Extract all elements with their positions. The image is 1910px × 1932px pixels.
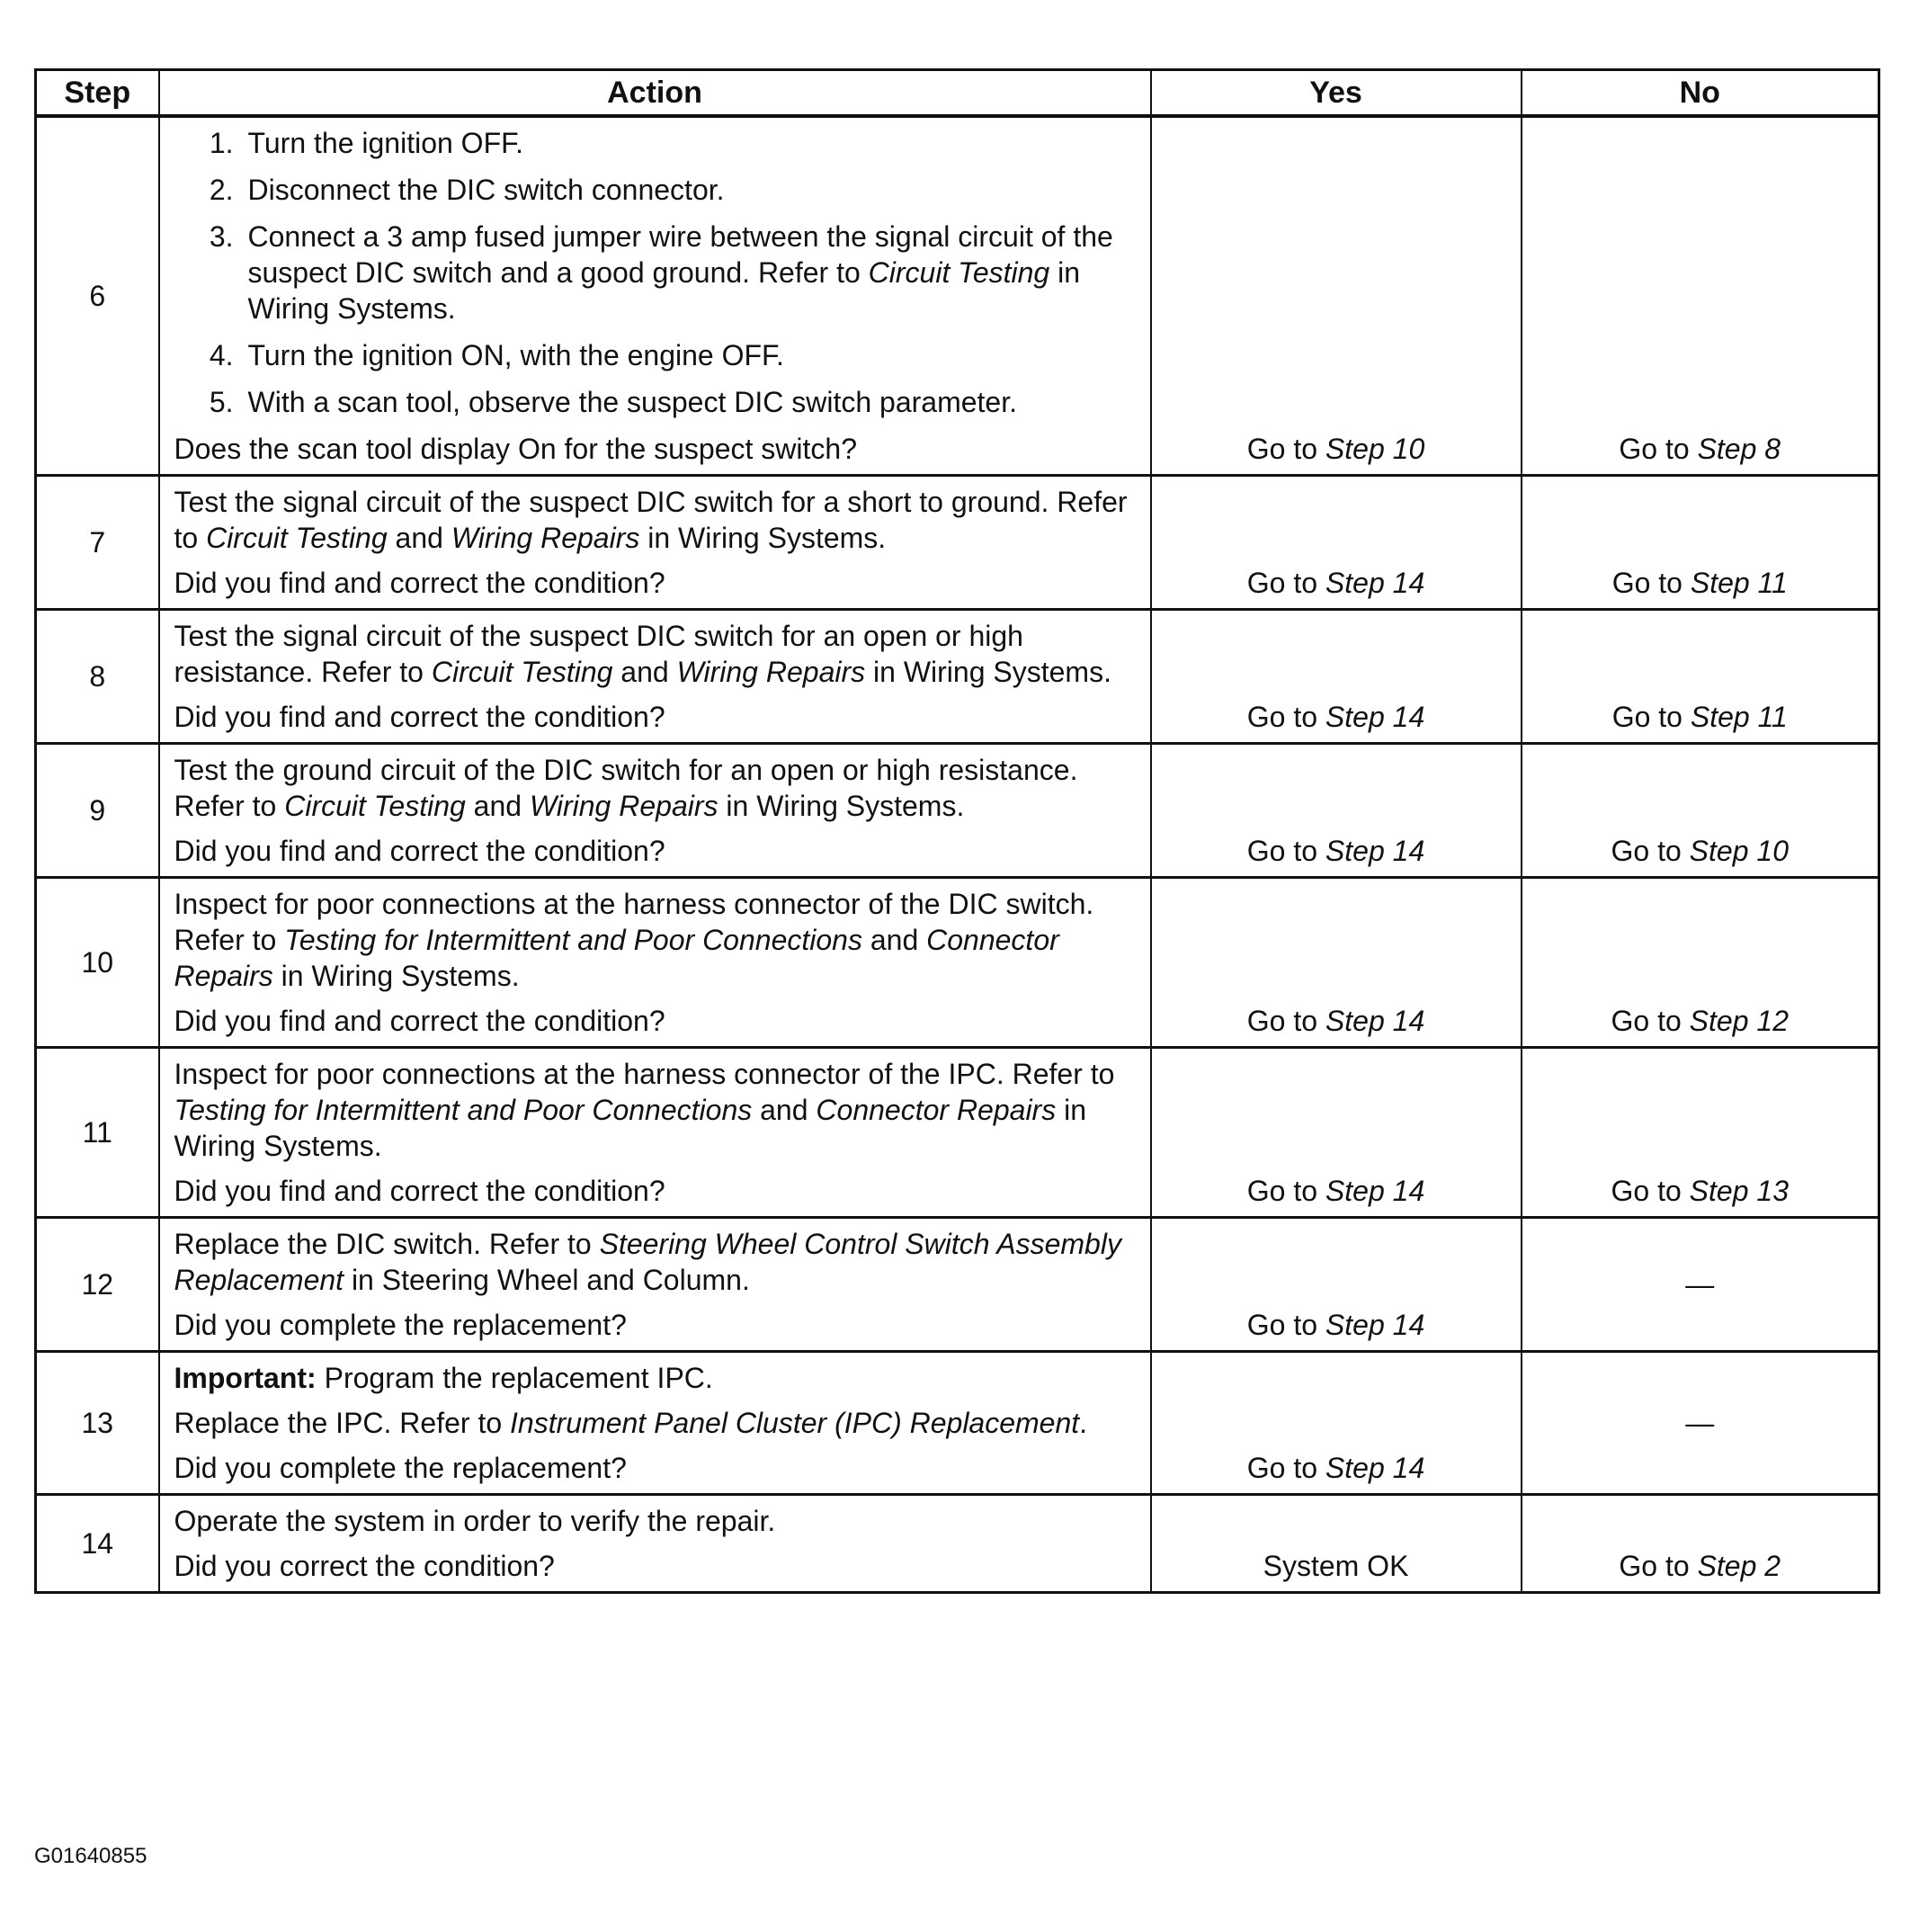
yes-result [1151,610,1522,744]
list-number: 2. [209,174,234,206]
reference-text: Step 14 [1325,701,1425,733]
text-run: and [387,522,451,554]
text-run: . [1079,1407,1088,1439]
reference-text: Step 12 [1689,1005,1789,1037]
yes-result [1151,116,1522,476]
text-run: in Wiring Systems. [865,656,1111,688]
text-run: Operate the system in order to verify the repair. [174,1505,776,1537]
text-run: Go to [1246,701,1325,733]
reference-text: Step 10 [1325,433,1425,465]
list-number: 3. [209,220,234,253]
no-result [1522,610,1879,744]
table-row [36,878,1879,1048]
text-run: Replace the IPC. Refer to [174,1407,511,1439]
action-cell [159,116,1151,476]
table-row [36,476,1879,610]
text-run: in Wiring Systems. [639,522,887,554]
list-number: 1. [209,127,234,159]
text-run: Go to [1246,835,1325,867]
yes-result [1151,878,1522,1048]
reference-text: Connector Repairs [174,924,1059,992]
table-row [36,1048,1879,1218]
action-list-item [174,384,1134,420]
reference-text: Step 14 [1325,1309,1425,1341]
list-number: 5. [209,386,234,418]
text-run: and [752,1094,817,1126]
text-run: Go to [1611,567,1691,599]
action-question: Does the scan tool display On for the suspect switch? [174,433,857,465]
text-run: Connect a 3 amp fused jumper wire between the signal circuit of the suspect DIC switch and a good ground. Refer to [247,220,1113,289]
header-step: Step [36,70,159,117]
action-list-item [174,219,1134,326]
text-run: in Wiring Systems. [718,790,965,822]
step-number: 6 [36,116,159,476]
action-paragraph [174,1360,1134,1396]
reference-text: Wiring Repairs [529,790,718,822]
step-number: 8 [36,610,159,744]
list-number: 4. [209,339,234,371]
table-row [36,1352,1879,1495]
action-question: Did you find and correct the condition? [174,567,665,599]
step-number: 14 [36,1495,159,1593]
diagnostic-table [34,68,1880,1594]
yes-result [1151,1352,1522,1495]
text-run: — [1685,1407,1715,1439]
reference-text: Step 14 [1325,835,1425,867]
action-list-item [174,172,1134,208]
list-text [248,125,1134,161]
reference-text: Step 11 [1690,567,1788,599]
text-run: and [465,790,530,822]
action-cell [159,610,1151,744]
action-paragraph [174,752,1134,824]
action-cell [159,878,1151,1048]
text-run: Go to [1611,701,1691,733]
reference-text: Step 8 [1697,433,1781,465]
reference-text: Step 11 [1690,701,1788,733]
action-paragraph [174,1503,1134,1539]
action-cell [159,1495,1151,1593]
text-run: in Steering Wheel and Column. [344,1264,750,1296]
no-result [1522,116,1879,476]
reference-text: Step 2 [1697,1550,1781,1582]
step-number: 11 [36,1048,159,1218]
action-cell [159,1352,1151,1495]
action-paragraph [174,1056,1134,1164]
reference-text: Step 14 [1325,1175,1425,1207]
header-no: No [1522,70,1879,117]
no-result [1522,1218,1879,1352]
step-number: 9 [36,744,159,878]
action-question: Did you correct the condition? [174,1550,555,1582]
action-question: Did you find and correct the condition? [174,835,665,867]
step-number: 7 [36,476,159,610]
text-run: and [612,656,677,688]
action-question: Did you complete the replacement? [174,1309,627,1341]
table-header-row [36,70,1879,117]
reference-text: Circuit Testing [431,656,613,688]
table-row [36,116,1879,476]
text-run: Program the replacement IPC. [316,1362,713,1394]
text-run: in Wiring Systems. [174,1094,1086,1162]
table-body [36,116,1879,1593]
action-cell [159,476,1151,610]
action-paragraph [174,1226,1134,1298]
reference-text: Step 14 [1325,1005,1425,1037]
text-run: — [1685,1268,1715,1301]
text-run: With a scan tool, observe the suspect DIC switch parameter. [247,386,1017,418]
action-question: Did you complete the replacement? [174,1452,627,1484]
text-run: Go to [1246,1309,1325,1341]
list-text [248,172,1134,208]
action-question: Did you find and correct the condition? [174,701,665,733]
reference-text: Circuit Testing [206,522,388,554]
text-run: Test the signal circuit of the suspect DIC switch for a short to ground. Refer to [174,486,1128,554]
reference-text: Instrument Panel Cluster (IPC) Replacement [510,1407,1080,1439]
no-result [1522,476,1879,610]
action-question: Did you find and correct the condition? [174,1175,665,1207]
text-run: Test the signal circuit of the suspect DIC switch for an open or high resistance. Refer to [174,620,1023,688]
text-run: Go to [1246,1452,1325,1484]
text-run: Go to [1611,1175,1690,1207]
action-question: Did you find and correct the condition? [174,1005,665,1037]
list-text [248,219,1134,326]
reference-text: Step 14 [1325,567,1425,599]
text-run: Turn the ignition OFF. [247,127,523,159]
text-run: Go to [1246,1005,1325,1037]
yes-result [1151,1048,1522,1218]
text-run: Inspect for poor connections at the harness connector of the DIC switch. Refer to [174,888,1094,956]
text-run: Go to [1611,835,1690,867]
action-paragraph [174,886,1134,994]
yes-result [1151,744,1522,878]
action-paragraph [174,618,1134,690]
reference-text: Step 13 [1689,1175,1789,1207]
step-number: 12 [36,1218,159,1352]
text-run: Go to [1246,1175,1325,1207]
yes-result [1151,1495,1522,1593]
yes-result [1151,476,1522,610]
text-run: and [861,924,927,956]
text-run: Disconnect the DIC switch connector. [247,174,725,206]
no-result [1522,1495,1879,1593]
list-text [248,337,1134,373]
step-number: 13 [36,1352,159,1495]
text-run: Go to [1246,433,1325,465]
action-paragraph [174,484,1134,556]
text-run: Replace the DIC switch. Refer to [174,1228,600,1260]
reference-text: Testing for Intermittent and Poor Connections [174,1094,753,1126]
yes-result [1151,1218,1522,1352]
reference-text: Connector Repairs [816,1094,1057,1126]
table-row [36,744,1879,878]
reference-text: Testing for Intermittent and Poor Connections [284,924,862,956]
text-run: in Wiring Systems. [247,256,1081,325]
table-row [36,610,1879,744]
reference-text: Step 14 [1325,1452,1425,1484]
text-run: Test the ground circuit of the DIC switch for an open or high resistance. Refer to [174,754,1078,822]
header-yes: Yes [1151,70,1522,117]
action-cell [159,1218,1151,1352]
text-run: Go to [1246,567,1325,599]
step-number: 10 [36,878,159,1048]
table-row [36,1495,1879,1593]
text-run: Turn the ignition ON, with the engine OFF. [247,339,784,371]
action-cell [159,1048,1151,1218]
text-run: Inspect for poor connections at the harness connector of the IPC. Refer to [174,1058,1115,1090]
text-run: System OK [1263,1550,1409,1582]
reference-text: Circuit Testing [868,256,1050,289]
table-row [36,1218,1879,1352]
text-run: Go to [1619,433,1698,465]
no-result [1522,744,1879,878]
action-list-item [174,125,1134,161]
no-result [1522,878,1879,1048]
no-result [1522,1352,1879,1495]
reference-text: Wiring Repairs [676,656,866,688]
list-text [248,384,1134,420]
text-run: Go to [1611,1005,1690,1037]
action-paragraph [174,1405,1134,1441]
text-run: in Wiring Systems. [272,960,520,992]
reference-text: Wiring Repairs [451,522,640,554]
text-run: Go to [1619,1550,1698,1582]
reference-text: Steering Wheel Control Switch Assembly Replacement [174,1228,1121,1296]
no-result [1522,1048,1879,1218]
reference-text: Step 10 [1689,835,1789,867]
reference-text: Circuit Testing [284,790,466,822]
action-cell [159,744,1151,878]
header-action: Action [159,70,1151,117]
emphasis-text: Important: [174,1362,317,1394]
figure-id: G01640855 [34,1844,147,1868]
action-list-item [174,337,1134,373]
